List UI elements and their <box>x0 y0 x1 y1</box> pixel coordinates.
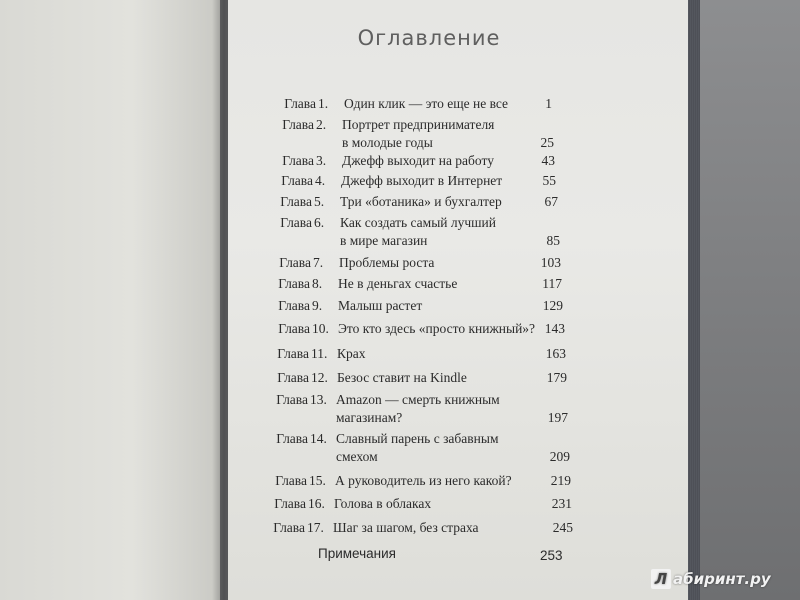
chapter-page-number: 1 <box>545 96 552 111</box>
chapter-page-number: 163 <box>545 346 566 361</box>
chapter-number: 13. <box>310 392 327 407</box>
chapter-label: Глава <box>284 96 316 111</box>
chapter-label: Глава <box>278 298 310 313</box>
chapter-number: 1. <box>318 96 329 111</box>
chapter-number: 6. <box>314 215 325 230</box>
chapter-title: Три «ботаника» и бухгалтер <box>340 194 502 209</box>
chapter-page-number: 197 <box>547 410 568 425</box>
labirint-watermark <box>651 567 771 591</box>
chapter-title: Безос ставит на Kindle <box>337 370 467 385</box>
chapter-label: Глава <box>277 346 309 361</box>
chapter-number: 11. <box>311 346 328 361</box>
chapter-number: 12. <box>311 370 328 385</box>
left-page <box>0 0 220 600</box>
chapter-label: Глава <box>279 255 311 270</box>
chapter-page-number: 245 <box>552 520 573 535</box>
chapter-title: Шаг за шагом, без страха <box>333 520 479 535</box>
chapter-number: 9. <box>312 298 323 313</box>
chapter-title: Голова в облаках <box>334 496 432 511</box>
chapter-number: 5. <box>314 194 325 209</box>
chapter-label: Глава <box>276 392 308 407</box>
chapter-title: в мире магазин <box>340 233 428 248</box>
chapter-page-number: 209 <box>549 449 570 464</box>
chapter-number: 16. <box>308 496 325 511</box>
chapter-label: Глава <box>280 194 312 209</box>
chapter-number: 7. <box>313 255 324 270</box>
chapter-number: 4. <box>315 173 326 188</box>
chapter-title: Один клик — это еще не все <box>344 96 509 111</box>
chapter-page-number: 85 <box>546 233 560 248</box>
chapter-page-number: 231 <box>551 496 572 511</box>
chapter-label: Глава <box>276 431 308 446</box>
chapter-number: 2. <box>316 117 327 132</box>
chapter-title: смехом <box>336 449 378 464</box>
chapter-number: 15. <box>309 473 326 488</box>
chapter-label: Глава <box>281 173 313 188</box>
watermark-text: абиринт.ру <box>673 570 771 588</box>
chapter-number: 8. <box>312 276 323 291</box>
chapter-title: Проблемы роста <box>339 255 435 270</box>
chapter-page-number: 219 <box>550 473 571 488</box>
chapter-title: Славный парень с забавным <box>336 431 499 446</box>
chapter-label: Глава <box>273 520 305 535</box>
chapter-title: в молодые годы <box>342 135 433 150</box>
chapter-title: Не в деньгах счастье <box>338 276 458 291</box>
chapter-number: 3. <box>316 153 327 168</box>
chapter-page-number: 179 <box>546 370 567 385</box>
chapter-number: 17. <box>307 520 324 535</box>
chapter-label: Глава <box>278 276 310 291</box>
chapter-page-number: 43 <box>541 153 555 168</box>
chapter-title: А руководитель из него какой? <box>335 473 512 488</box>
chapter-title: Джефф выходит в Интернет <box>341 173 503 188</box>
chapter-label: Глава <box>275 473 307 488</box>
chapter-title: Портрет предпринимателя <box>342 117 495 132</box>
chapter-title: Малыш растет <box>338 298 423 313</box>
chapter-title: Как создать самый лучший <box>340 215 497 230</box>
chapter-title: магазинам? <box>336 410 403 425</box>
chapter-label: Глава <box>282 153 314 168</box>
chapter-page-number: 103 <box>540 255 561 270</box>
chapter-label: Глава <box>282 117 314 132</box>
chapter-label: Глава <box>280 215 312 230</box>
notes-label: Примечания <box>318 546 396 561</box>
chapter-label: Глава <box>277 370 309 385</box>
chapter-page-number: 25 <box>540 135 554 150</box>
toc-title: Оглавление <box>357 26 501 50</box>
background <box>700 0 800 600</box>
chapter-label: Глава <box>274 496 306 511</box>
labirint-logo-icon: Л <box>651 569 671 589</box>
chapter-title: Крах <box>337 346 366 361</box>
chapter-page-number: 67 <box>544 194 558 209</box>
chapter-page-number: 143 <box>544 321 565 336</box>
chapter-number: 10. <box>312 321 329 336</box>
notes-page-number: 253 <box>540 548 563 563</box>
chapter-title: Джефф выходит на работу <box>342 153 494 168</box>
chapter-page-number: 129 <box>542 298 563 313</box>
chapter-page-number: 117 <box>542 276 562 291</box>
chapter-page-number: 55 <box>542 173 556 188</box>
chapter-label: Глава <box>278 321 310 336</box>
chapter-title: Это кто здесь «просто книжный»? <box>338 321 536 336</box>
page-edges <box>688 0 700 600</box>
chapter-title: Amazon — смерть книжным <box>336 392 500 407</box>
chapter-number: 14. <box>310 431 327 446</box>
